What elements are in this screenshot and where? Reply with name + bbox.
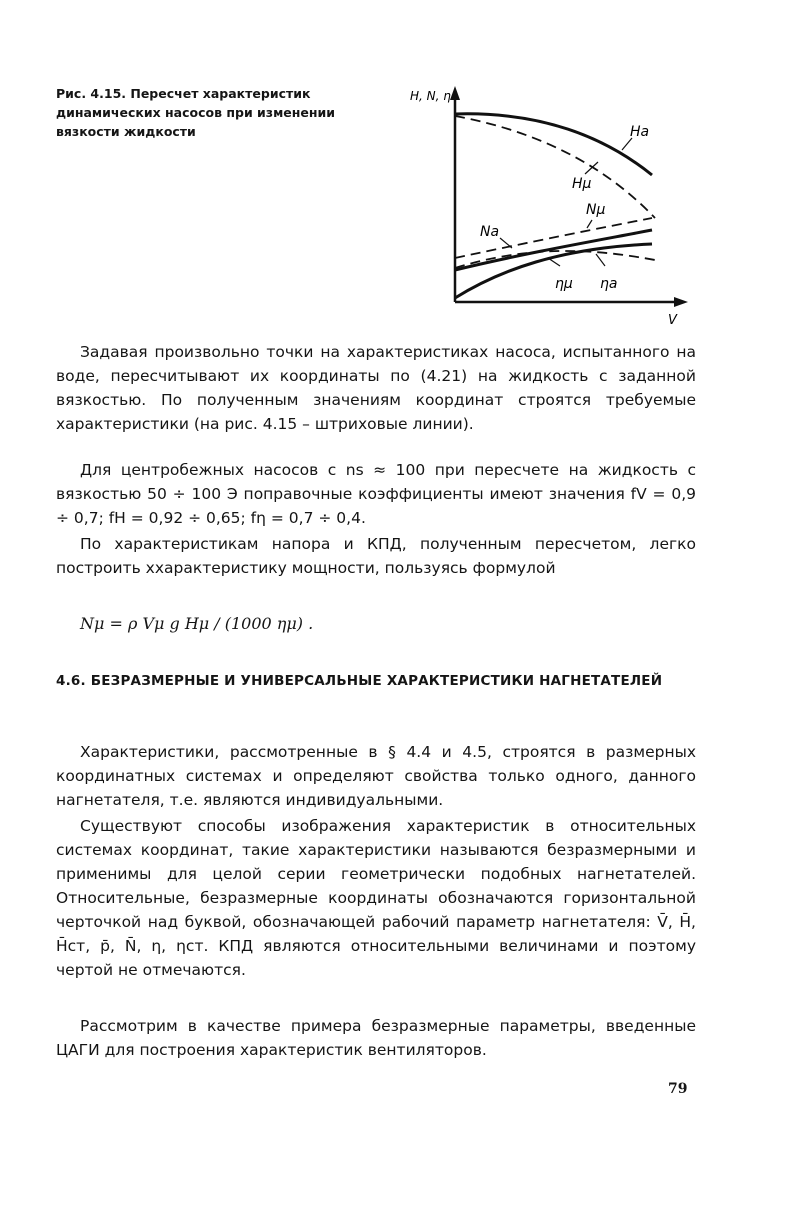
y-axis-label: H, N, η <box>410 89 451 103</box>
paragraph-power-characteristic: По характеристикам напора и КПД, полученным пересчетом, легко построить ххарактеристику мощности, пользуясь формулой <box>56 535 696 577</box>
y-axis-arrow <box>450 86 460 100</box>
pump-characteristics-figure <box>400 80 700 330</box>
figure-caption: Рис. 4.15. Пересчет характеристик динамических насосов при изменении вязкости жидкости <box>56 86 336 139</box>
curve-Hmu <box>455 116 655 218</box>
x-axis-label: V <box>668 313 677 328</box>
paragraph-correction-coefficients: Для центробежных насосов с ns ≈ 100 при пересчете на жидкость с вязкостью 50 ÷ 100 Э поправочные коэффициенты имеют значения fV = 0,9 ÷ 0,7; fH = 0,92 ÷ 0,65; fη = 0,7 ÷ 0,4. <box>56 461 696 527</box>
curve-eta-a <box>455 244 652 298</box>
paragraph-individual-characteristics: Характеристики, рассмотренные в § 4.4 и 4.5, строятся в размерных координатных системах и определяют свойства только одного, данного нагнетателя, т.е. являются индивидуальными. <box>56 743 696 809</box>
leader-eta-mu <box>548 258 560 266</box>
leader-Hmu <box>585 162 598 174</box>
paragraph-dimensionless-characteristics: Существуют способы изображения характеристик в относительных системах координат, такие характеристики называются безразмерными и применимы для целой серии геометрически подобных нагнетателей. Относительные, безразмерные координаты обозначаются горизонтальной черточкой над буквой, обозначающей рабочий параметр нагнетателя: V̄, H̄, H̄ст, p̄, N̄, η, ηст. КПД являются относительными величинами и поэтому чертой не отмечаются. <box>56 817 696 979</box>
label-Na: Na <box>480 224 500 240</box>
figure-svg <box>400 80 700 330</box>
x-axis-arrow <box>674 297 688 307</box>
paragraph-recalculation: Задавая произвольно точки на характеристиках насоса, испытанного на воде, пересчитывают их координаты по (4.21) на жидкость с заданной вязкостью. По полученным значениям координат строятся требуемые характеристики (на рис. 4.15 – штриховые линии). <box>56 343 696 433</box>
section-heading: 4.6. БЕЗРАЗМЕРНЫЕ И УНИВЕРСАЛЬНЫЕ ХАРАКТЕРИСТИКИ НАГНЕТАТЕЛЕЙ <box>56 673 663 689</box>
label-Nmu: Nμ <box>586 202 606 218</box>
curve-Ha <box>455 114 652 175</box>
label-eta-mu: ημ <box>555 276 573 292</box>
power-formula: Nμ = ρ Vμ g Hμ / (1000 ημ) . <box>80 614 314 633</box>
label-Ha: Ha <box>630 124 650 140</box>
page-number: 79 <box>668 1081 688 1097</box>
label-eta-a: ηa <box>600 276 618 292</box>
label-Hmu: Hμ <box>572 176 592 192</box>
curve-eta-mu <box>455 251 655 268</box>
paragraph-tsagi-example: Рассмотрим в качестве примера безразмерные параметры, введенные ЦАГИ для построения характеристик вентиляторов. <box>56 1017 696 1059</box>
leader-Nmu <box>587 220 592 228</box>
leader-eta-a <box>596 254 605 266</box>
